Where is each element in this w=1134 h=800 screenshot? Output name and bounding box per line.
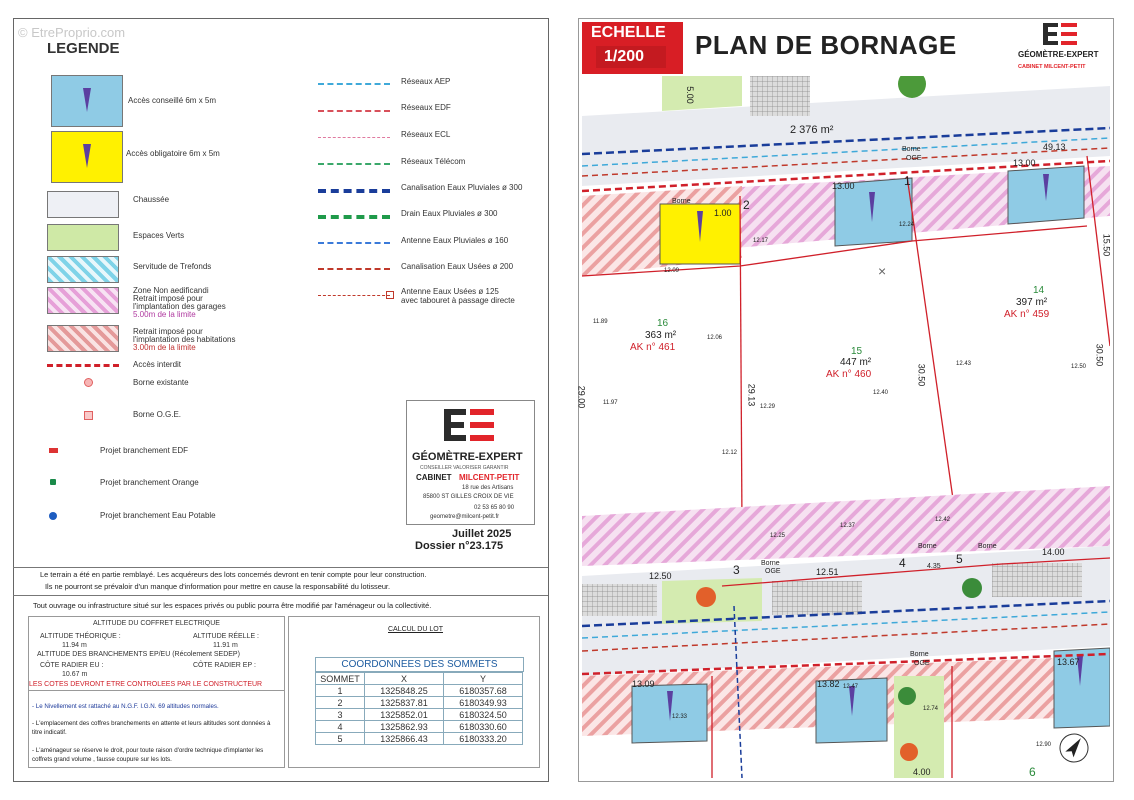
dim-label: 13.00 bbox=[1013, 158, 1036, 168]
tree-icon bbox=[898, 687, 916, 705]
dim-label: 12.50 bbox=[649, 571, 672, 581]
branchements-title: ALTITUDE DES BRANCHEMENTS EP/EU (Récolement SEDEP) bbox=[37, 651, 240, 658]
swatch-zone-non-aedificandi bbox=[47, 287, 119, 314]
level-label: 12.43 bbox=[956, 361, 972, 367]
table-row bbox=[316, 733, 523, 745]
dim-label: 4.35 bbox=[927, 563, 941, 570]
legend-ecl: Réseaux ECL bbox=[401, 130, 451, 139]
summit-3: 3 bbox=[733, 563, 740, 577]
level-label: 12.47 bbox=[843, 684, 859, 690]
level-label: 12.29 bbox=[760, 404, 776, 410]
line-antenne-ep bbox=[318, 242, 390, 244]
borne-existante-icon bbox=[84, 378, 93, 387]
line-aep bbox=[318, 83, 390, 85]
dim-label: 13.09 bbox=[632, 679, 655, 689]
level-label: 12.24 bbox=[899, 222, 915, 228]
cabinet-phone: 02 53 65 80 90 bbox=[474, 505, 515, 511]
cell: 1325862.93 bbox=[365, 721, 444, 733]
cell: 3 bbox=[316, 709, 365, 721]
cell: 4 bbox=[316, 721, 365, 733]
legend-label-orange: Projet branchement Orange bbox=[100, 478, 199, 487]
level-label: 12.09 bbox=[664, 268, 680, 274]
coords-header-y: Y bbox=[444, 673, 523, 685]
green-top bbox=[662, 76, 742, 111]
cabinet-dossier: Dossier n°23.175 bbox=[415, 540, 504, 552]
cabinet-label: CABINET bbox=[416, 473, 452, 482]
notes-divider bbox=[13, 567, 548, 568]
legend-label-retrait-3: 3.00m de la limite bbox=[133, 343, 196, 352]
parking-bottom-2 bbox=[772, 581, 862, 615]
table-row bbox=[316, 685, 523, 697]
level-label: 12.42 bbox=[935, 517, 951, 523]
legend-telecom: Réseaux Télécom bbox=[401, 157, 466, 166]
swatch-servitude bbox=[47, 256, 119, 283]
eau-branchement-icon bbox=[49, 512, 57, 520]
legend-label-servitude: Servitude de Trefonds bbox=[133, 262, 212, 271]
legend-eaux-pluviales: Canalisation Eaux Pluviales ø 300 bbox=[401, 183, 523, 192]
line-eaux-pluviales bbox=[318, 189, 390, 193]
level-label: 12.17 bbox=[753, 238, 769, 244]
cell: 1325837.81 bbox=[365, 697, 444, 709]
calcul-title: CALCUL DU LOT bbox=[388, 626, 443, 633]
echelle-label: ECHELLE bbox=[591, 24, 666, 41]
cell: 1325848.25 bbox=[365, 685, 444, 697]
level-label: 12.33 bbox=[672, 714, 688, 720]
borne-label: Borne bbox=[761, 560, 780, 567]
legend-label-borne-existante: Borne existante bbox=[133, 378, 189, 387]
legend-drain: Drain Eaux Pluviales ø 300 bbox=[401, 209, 498, 218]
legend-aep: Réseaux AEP bbox=[401, 77, 451, 86]
tree-icon bbox=[898, 76, 926, 98]
level-label: 12.06 bbox=[707, 335, 723, 341]
watermark: © EtreProprio.com bbox=[18, 25, 126, 40]
cabinet-tagline: CONSEILLER VALORISER GARANTIR bbox=[420, 465, 509, 471]
note-line1: Le terrain a été en partie remblayé. Les acquéreurs des lots concernés devront en tenir compte pour leur construction. bbox=[40, 570, 427, 579]
line-telecom bbox=[318, 163, 390, 165]
line-eaux-usees bbox=[318, 268, 390, 270]
parking-top bbox=[750, 76, 810, 116]
cabinet-name: MILCENT-PETIT bbox=[459, 473, 520, 482]
dim-label: 4.00 bbox=[913, 767, 931, 777]
dim-label: 5.00 bbox=[684, 86, 695, 104]
summit-4: 4 bbox=[899, 556, 906, 570]
coords-table-wrapper bbox=[315, 657, 524, 745]
legend-edf: Réseaux EDF bbox=[401, 103, 451, 112]
cell: 2 bbox=[316, 697, 365, 709]
borne-label: Borne bbox=[902, 146, 921, 153]
tabouret-icon bbox=[386, 291, 394, 299]
borne-label: Borne bbox=[918, 543, 937, 550]
summit-6: 6 bbox=[1029, 765, 1036, 779]
lot-16-number: 16 bbox=[657, 318, 669, 329]
borne-label: Borne bbox=[978, 543, 997, 550]
line-antenne-eu bbox=[318, 295, 390, 296]
summit-5: 5 bbox=[956, 552, 963, 566]
altitude-theorique-value: 11.94 m bbox=[62, 642, 87, 649]
cell: 1 bbox=[316, 685, 365, 697]
altitudes-warning: LES COTES DEVRONT ETRE CONTROLEES PAR LE CONSTRUCTEUR bbox=[29, 681, 263, 688]
level-label: 11.97 bbox=[603, 400, 618, 406]
lot-14-area: 397 m² bbox=[1016, 297, 1048, 308]
borne-label: Borne bbox=[672, 198, 691, 205]
legend-antenne-ep: Antenne Eaux Pluviales ø 160 bbox=[401, 236, 509, 245]
lot-14-number: 14 bbox=[1033, 285, 1045, 296]
cell: 6180357.68 bbox=[444, 685, 523, 697]
dim-label: 29.00 bbox=[576, 385, 587, 409]
altitudes-divider bbox=[28, 690, 284, 691]
legend-label-acces-obligatoire: Accès obligatoire 6m x 5m bbox=[126, 149, 220, 158]
cabinet-email: geometre@milcent-petit.fr bbox=[430, 514, 500, 520]
plan-logo-brand: GÉOMÈTRE-EXPERT bbox=[1018, 50, 1099, 59]
legend-label-zone-3: l'implantation des garages bbox=[133, 302, 226, 311]
level-label: 12.90 bbox=[1036, 742, 1052, 748]
cabinet-address2: 85800 ST GILLES CROIX DE VIE bbox=[423, 494, 514, 500]
legend-label-zone-1: Zone Non aedificandi bbox=[133, 286, 209, 295]
borne-oge-icon bbox=[84, 411, 93, 420]
altitudes-title: ALTITUDE DU COFFRET ELECTRIQUE bbox=[93, 620, 220, 627]
radier-eu-label: CÔTE RADIER EU : bbox=[40, 662, 104, 669]
legend-label-eau: Projet branchement Eau Potable bbox=[100, 511, 216, 520]
borne-label: Borne bbox=[910, 651, 929, 658]
cabinet-date: Juillet 2025 bbox=[452, 528, 512, 540]
legend-title: LEGENDE bbox=[47, 40, 120, 57]
north-arrow-icon bbox=[1055, 729, 1094, 768]
dim-label: 13.00 bbox=[832, 181, 855, 191]
level-label: 12.74 bbox=[923, 706, 939, 712]
legend-label-chaussee: Chaussée bbox=[133, 195, 170, 204]
coords-header-row bbox=[316, 673, 523, 685]
level-label: 11.89 bbox=[593, 319, 608, 325]
cell: 1325866.43 bbox=[365, 733, 444, 745]
legend-label-retrait-1: Retrait imposé pour bbox=[133, 327, 203, 336]
dim-label: 13.67 bbox=[1057, 657, 1080, 667]
altitudes-bullet-2: - L'emplacement des coffres branchements en attente et leurs altitudes sont données à titre indicatif. bbox=[32, 720, 271, 736]
level-label: 12.12 bbox=[722, 450, 738, 456]
altitudes-bullet-3: - L'aménageur se réserve le droit, pour toute raison d'ordre technique d'implanter les coffrets grand volume , fausse coupure sur les lots. bbox=[32, 747, 264, 763]
cabinet-brand: GÉOMÈTRE-EXPERT bbox=[412, 451, 523, 463]
line-drain bbox=[318, 215, 390, 219]
legend-label-edf: Projet branchement EDF bbox=[100, 446, 189, 455]
level-label: 12.40 bbox=[873, 390, 889, 396]
cell: 1325852.01 bbox=[365, 709, 444, 721]
radier-ep-label: CÔTE RADIER EP : bbox=[193, 662, 256, 669]
legend-antenne-eu-2: avec tabouret à passage directe bbox=[401, 296, 515, 305]
cabinet-address1: 18 rue des Artisans bbox=[462, 485, 514, 491]
orange-branchement-icon bbox=[50, 479, 56, 485]
note-line3: Tout ouvrage ou infrastructure situé sur les espaces privés ou public pourra être modifié par l'aménageur ou la collectivité. bbox=[33, 601, 432, 610]
legend-label-retrait-2: l'implantation des habitations bbox=[133, 335, 236, 344]
swatch-acces-interdit bbox=[47, 364, 119, 367]
lot-15-number: 15 bbox=[851, 346, 863, 357]
coords-table-title: COORDONNEES DES SOMMETS bbox=[315, 657, 524, 672]
cell: 6180324.50 bbox=[444, 709, 523, 721]
swatch-retrait-habitations bbox=[47, 325, 119, 352]
level-label: 12.37 bbox=[840, 523, 856, 529]
summit-2: 2 bbox=[743, 198, 750, 212]
table-row bbox=[316, 697, 523, 709]
dim-label: 49.13 bbox=[1043, 142, 1066, 152]
swatch-acces-conseille bbox=[51, 75, 123, 127]
dim-label: 13.82 bbox=[817, 679, 840, 689]
parking-bottom-3 bbox=[992, 563, 1082, 597]
legend-label-zone-2: Retrait imposé pour bbox=[133, 294, 203, 303]
oge-label: OGE bbox=[765, 568, 781, 575]
swatch-acces-obligatoire bbox=[51, 131, 123, 183]
legend-label-acces-interdit: Accès interdit bbox=[133, 360, 182, 369]
legend-label-acces-conseille: Accès conseillé 6m x 5m bbox=[128, 96, 217, 105]
oge-label: OGE bbox=[906, 155, 922, 162]
dim-label: 12.51 bbox=[816, 567, 839, 577]
table-row bbox=[316, 709, 523, 721]
echelle-value: 1/200 bbox=[604, 48, 645, 65]
altitudes-bullet-1: - Le Nivellement est rattaché au N.G.F. I.G.N. 69 altitudes normales. bbox=[32, 703, 219, 710]
lot-16-ref: AK n° 461 bbox=[630, 342, 676, 353]
road-area-label: 2 376 m² bbox=[790, 124, 834, 136]
line-ecl bbox=[318, 137, 390, 138]
legend-eaux-usees: Canalisation Eaux Usées ø 200 bbox=[401, 262, 514, 271]
plot-center-mark: × bbox=[878, 263, 887, 279]
coords-header-x: X bbox=[365, 673, 444, 685]
radier-eu-value: 10.67 m bbox=[62, 671, 88, 678]
summit-1: 1 bbox=[904, 174, 911, 188]
swatch-chaussee bbox=[47, 191, 119, 218]
plan-logo-icon bbox=[1042, 22, 1078, 46]
legend-antenne-eu-1: Antenne Eaux Usées ø 125 bbox=[401, 287, 499, 296]
cell: 5 bbox=[316, 733, 365, 745]
coords-table bbox=[315, 672, 523, 745]
lot-16-area: 363 m² bbox=[645, 330, 677, 341]
cell: 6180349.93 bbox=[444, 697, 523, 709]
tree-icon bbox=[962, 578, 982, 598]
geometre-logo-icon bbox=[442, 407, 496, 443]
dim-label: 29.13 bbox=[746, 383, 757, 407]
notes-divider2 bbox=[13, 595, 548, 596]
flower-icon bbox=[900, 743, 918, 761]
dim-label: 1.00 bbox=[714, 208, 732, 218]
dim-label: 30.50 bbox=[1094, 343, 1105, 367]
edf-branchement-icon bbox=[49, 448, 58, 453]
legend-label-borne-oge: Borne O.G.E. bbox=[133, 410, 182, 419]
table-row bbox=[316, 721, 523, 733]
parking-bottom-1 bbox=[582, 584, 657, 616]
lot-15-ref: AK n° 460 bbox=[826, 369, 872, 380]
flower-icon bbox=[696, 587, 716, 607]
dim-label: 30.50 bbox=[916, 363, 927, 387]
oge-label: OGE bbox=[914, 660, 930, 667]
level-label: 12.25 bbox=[770, 533, 786, 539]
legend-label-zone-4: 5.00m de la limite bbox=[133, 310, 196, 319]
lot-15-area: 447 m² bbox=[840, 357, 872, 368]
note-line2: Ils ne pourront se prévaloir d'un manque d'information pour mettre en cause la responsabilité du lotisseur. bbox=[45, 582, 391, 591]
level-label: 12.50 bbox=[1071, 364, 1087, 370]
altitude-reelle-value: 11.91 m bbox=[213, 642, 238, 649]
plan-logo-cabinet: CABINET MILCENT-PETIT bbox=[1018, 64, 1086, 70]
lot-14-ref: AK n° 459 bbox=[1004, 309, 1050, 320]
cell: 6180330.60 bbox=[444, 721, 523, 733]
line-edf bbox=[318, 110, 390, 112]
altitude-reelle-label: ALTITUDE RÉELLE : bbox=[193, 633, 260, 640]
plan-title: PLAN DE BORNAGE bbox=[695, 30, 957, 60]
cell: 6180333.20 bbox=[444, 733, 523, 745]
swatch-espaces-verts bbox=[47, 224, 119, 251]
legend-label-espaces-verts: Espaces Verts bbox=[133, 231, 185, 240]
altitude-theorique-label: ALTITUDE THÉORIQUE : bbox=[40, 633, 121, 640]
coords-header-sommet: SOMMET bbox=[316, 673, 365, 685]
dim-label: 14.00 bbox=[1042, 547, 1065, 557]
dim-label: 15.50 bbox=[1101, 233, 1112, 257]
